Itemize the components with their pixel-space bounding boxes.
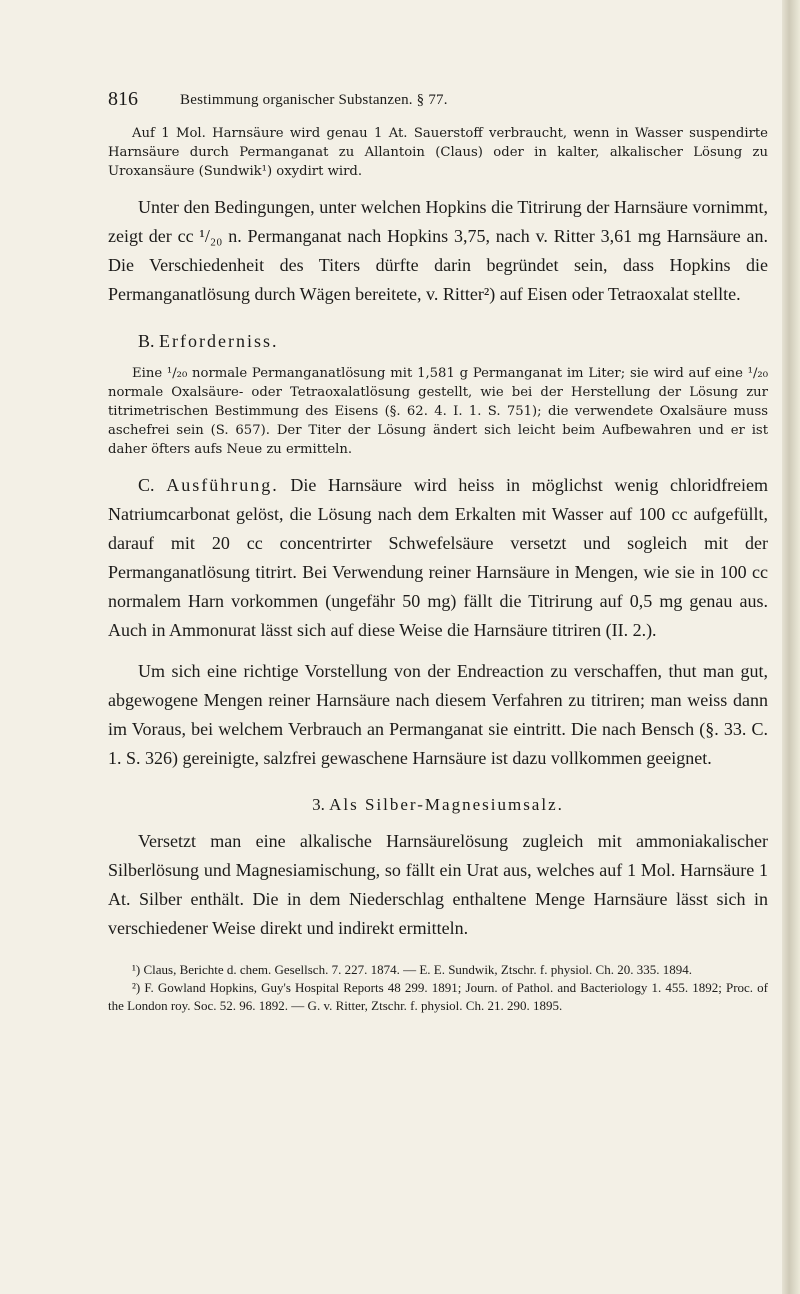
page-content — [108, 88, 768, 1015]
page-number: 816 — [108, 88, 138, 110]
section-3-title: Als Silber-Magnesiumsalz. — [329, 795, 564, 814]
section-c-label: C. — [138, 475, 155, 495]
paragraph-silber-magnesium: Versetzt man eine alkalische Harnsäurelösung zugleich mit ammoniakalischer Silberlösung und Magnesiamischung, so fällt ein Urat aus, welches auf 1 Mol. Harnsäure 1 At. Silber enthält. Die in dem Niederschlag enthaltene Menge Harnsäure lässt sich in verschiedener Weise direkt und indirekt ermitteln. — [108, 831, 768, 938]
running-title: Bestimmung organischer Substanzen. § 77. — [180, 92, 448, 108]
footnote-2: ²) F. Gowland Hopkins, Guy's Hospital Reports 48 299. 1891; Journ. of Pathol. and Bacteriology 1. 455. 1892; Proc. of the London roy. Soc. 52. 96. 1892. — G. v. Ritter, Ztschr. f. physiol. Ch. 21. 290. 1895. — [108, 980, 768, 1013]
section-3-heading — [108, 791, 768, 819]
section-c-title: Ausführung. — [166, 475, 279, 495]
section-b-label: B. — [138, 331, 155, 351]
paragraph-endreaction: Um sich eine richtige Vorstellung von der Endreaction zu verschaffen, thut man gut, abgewogene Mengen reiner Harnsäure nach diesem Verfahren zu titriren; man weiss dann im Voraus, bei welchem Verbrauch an Permanganat sie eintritt. Die nach Bensch (§. 33. C. 1. S. 326) gereinigte, salzfrei gewaschene Harnsäure ist dazu vollkommen geeignet. — [108, 661, 768, 768]
section-c-paragraph — [108, 471, 768, 645]
footnote-1: ¹) Claus, Berichte d. chem. Gesellsch. 7. 227. 1874. — E. E. Sundwik, Ztschr. f. physiol. Ch. 20. 335. 1894. — [132, 962, 692, 977]
erforderniss-paragraph: Eine ¹/₂₀ normale Permanganatlösung mit 1,581 g Permanganat im Liter; sie wird auf eine ¹/₂₀ normale Oxalsäure- oder Tetraoxalatlösung gestellt, wie bei der Herstellung der Lösung zur titrimetrischen Bestimmung des Eisens (§. 62. 4. I. 1. S. 751); die verwendete Oxalsäure muss aschefrei sein (S. 657). Der Titer der Lösung ändert sich leicht beim Aufbewahren und er ist daher öfters aufs Neue zu ermitteln. — [108, 366, 768, 457]
paragraph-hopkins-ritter: Unter den Bedingungen, unter welchen Hopkins die Titrirung der Harnsäure vornimmt, zeigt der cc ¹/₂₀ n. Permanganat nach Hopkins 3,75, nach v. Ritter 3,61 mg Harnsäure an. Die Verschiedenheit des Titers dürfte darin begründet sein, dass Hopkins die Permanganatlösung durch Wägen bereitete, v. Ritter²) auf Eisen oder Tetraoxalat stellte. — [108, 197, 768, 304]
section-3-label: 3. — [312, 795, 325, 814]
page-header — [108, 88, 768, 124]
section-c-text: Die Harnsäure wird heiss in möglichst wenig chloridfreiem Natriumcarbonat gelöst, die Lösung nach dem Erkalten mit Wasser auf 100 cc aufgefüllt, darauf mit 20 cc concentrirter Schwefelsäure versetzt und sogleich mit der Permanganatlösung titrirt. Bei Verwendung reiner Harnsäure in Mengen, wie sie in 100 cc normalem Harn vorkommen (ungefähr 50 mg) fällt die Titrirung auf 0,5 mg genau aus. Auch in Ammonurat lässt sich auf diese Weise die Harnsäure titriren (II. 2.). — [108, 475, 769, 640]
intro-paragraph: Auf 1 Mol. Harnsäure wird genau 1 At. Sauerstoff verbraucht, wenn in Wasser suspendirte Harnsäure durch Permanganat zu Allantoin (Claus) oder in kalter, alkalischer Lösung zu Uroxansäure (Sundwik¹) oxydirt wird. — [108, 126, 768, 179]
page-edge-shadow — [782, 0, 800, 1294]
section-b-title: Erforderniss. — [159, 331, 279, 351]
section-b-heading — [138, 327, 768, 356]
